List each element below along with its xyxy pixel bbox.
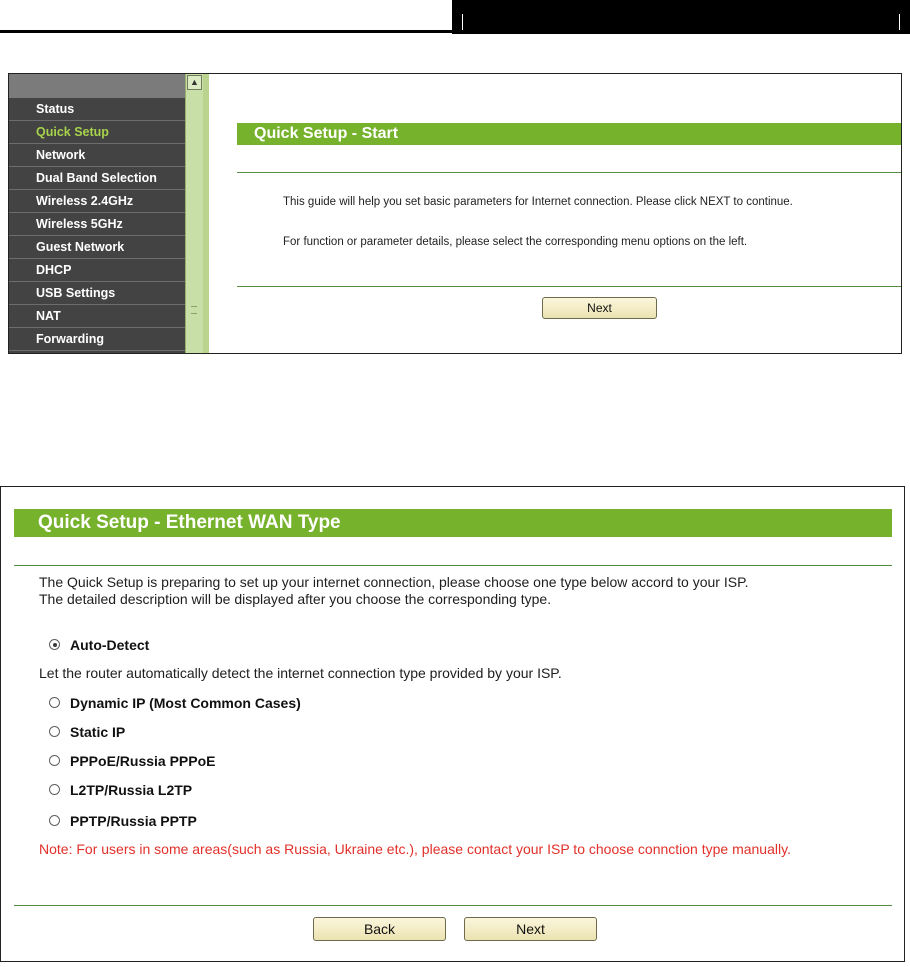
quick-setup-start-screenshot [8,73,902,354]
sidebar-item-network[interactable]: Network [9,144,185,167]
radio-button[interactable] [49,755,60,766]
option-label: L2TP/Russia L2TP [70,782,193,798]
radio-button[interactable] [49,815,60,826]
divider [237,172,901,173]
sidebar-item-forwarding[interactable]: Forwarding [9,328,185,351]
sidebar-menu [9,74,185,354]
sidebar-header-gap [9,74,185,98]
next-button[interactable]: Next [464,917,597,941]
page-title: Quick Setup - Start [237,123,901,145]
sidebar-item-wireless-5ghz[interactable]: Wireless 5GHz [9,213,185,236]
radio-button[interactable] [49,726,60,737]
page-title: Quick Setup - Ethernet WAN Type [14,509,892,537]
sidebar-item-dual-band-selection[interactable]: Dual Band Selection [9,167,185,190]
option-label: Auto-Detect [70,637,150,653]
sidebar-item-nat[interactable]: NAT [9,305,185,328]
option-label: Static IP [70,724,126,740]
details-text: For function or parameter details, please select the corresponding menu options on the left. [283,236,748,248]
option-label: Dynamic IP (Most Common Cases) [70,695,301,711]
option-label: PPPoE/Russia PPPoE [70,753,216,769]
scroll-grip-icon[interactable] [191,306,197,314]
divider [237,286,901,287]
auto-detect-description: Let the router automatically detect the internet connection type provided by your ISP. [39,665,562,681]
scroll-up-arrow-icon[interactable]: ▲ [187,75,202,90]
sidebar-item-wireless-2-4ghz[interactable]: Wireless 2.4GHz [9,190,185,213]
header-rule [0,30,452,33]
radio-button-selected[interactable] [49,639,60,650]
sidebar-item-quick-setup[interactable]: Quick Setup [9,121,185,144]
divider [14,565,892,566]
header-divider [899,14,900,30]
sidebar-item-guest-network[interactable]: Guest Network [9,236,185,259]
divider [14,905,892,906]
intro-text: The Quick Setup is preparing to set up your internet connection, please choose one type below accord to your ISP. [39,574,749,590]
warning-note: Note: For users in some areas(such as Russia, Ukraine etc.), please contact your ISP to choose connction type manually. [39,841,791,857]
sidebar-scrollbar[interactable] [185,74,203,354]
main-content [209,74,901,354]
sidebar-item-status[interactable]: Status [9,98,185,121]
sidebar-item-dhcp[interactable]: DHCP [9,259,185,282]
radio-button[interactable] [49,697,60,708]
option-label: PPTP/Russia PPTP [70,813,197,829]
header-bar [452,0,910,34]
header-divider [462,14,463,30]
radio-button[interactable] [49,784,60,795]
guide-text: This guide will help you set basic parameters for Internet connection. Please click NEXT to continue. [283,196,793,208]
sidebar-item-usb-settings[interactable]: USB Settings [9,282,185,305]
intro-text: The detailed description will be displayed after you choose the corresponding type. [39,591,552,607]
ethernet-wan-type-screenshot [0,486,905,962]
back-button[interactable]: Back [313,917,446,941]
next-button[interactable]: Next [542,297,657,319]
